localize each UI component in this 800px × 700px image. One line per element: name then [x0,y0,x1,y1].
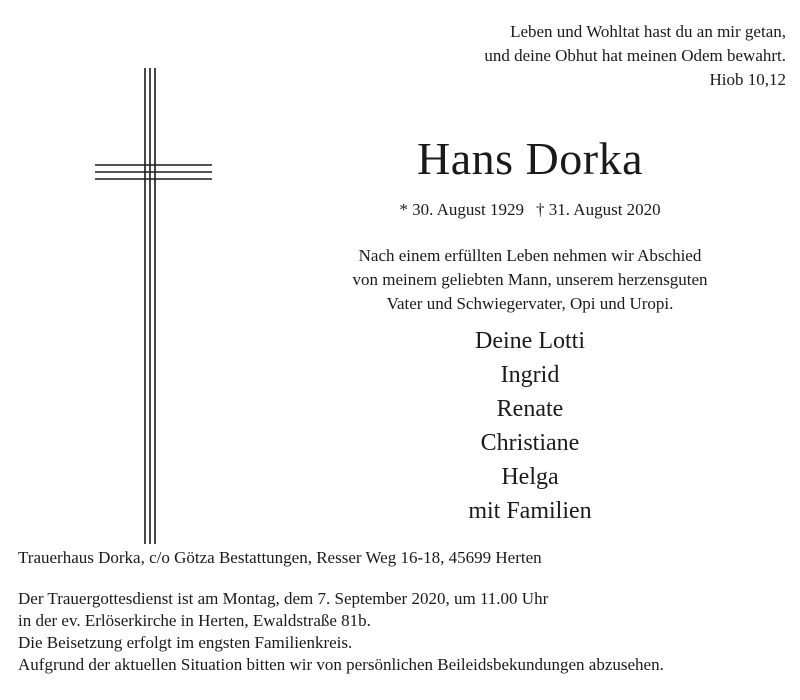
verse-line-1: Leben und Wohltat hast du an mir getan, [510,22,786,41]
mourners-list [300,324,760,528]
service-line-4: Aufgrund der aktuellen Situation bitten wir von persönlichen Beileidsbekundungen abzusehen. [18,655,664,674]
message-line-1: Nach einem erfüllten Leben nehmen wir Abschied [358,246,702,265]
death-date: † 31. August 2020 [536,200,661,219]
service-information [18,588,664,676]
mourner: mit Familien [468,498,592,524]
farewell-message [300,244,760,316]
mourner: Deine Lotti [475,328,585,354]
mourner: Renate [496,396,564,422]
mourner: Helga [501,464,559,490]
mourning-house-address: Trauerhaus Dorka, c/o Götza Bestattungen, Resser Weg 16-18, 45699 Herten [18,548,542,567]
message-line-3: Vater und Schwiegervater, Opi und Uropi. [386,294,674,313]
service-line-3: Die Beisetzung erfolgt im engsten Familienkreis. [18,633,353,652]
birth-date: * 30. August 1929 [399,200,524,219]
mourner: Christiane [480,430,580,456]
cross-icon [90,66,220,546]
bible-verse [366,20,786,92]
life-dates [300,200,760,220]
message-line-2: von meinem geliebten Mann, unserem herzensguten [352,270,708,289]
verse-line-2: und deine Obhut hat meinen Odem bewahrt. [484,46,786,65]
verse-reference: Hiob 10,12 [709,70,786,89]
service-line-2: in der ev. Erlöserkirche in Herten, Ewaldstraße 81b. [18,611,371,630]
deceased-name: Hans Dorka [417,133,643,184]
mourner: Ingrid [500,362,560,388]
service-line-1: Der Trauergottesdienst ist am Montag, dem 7. September 2020, um 11.00 Uhr [18,589,549,608]
